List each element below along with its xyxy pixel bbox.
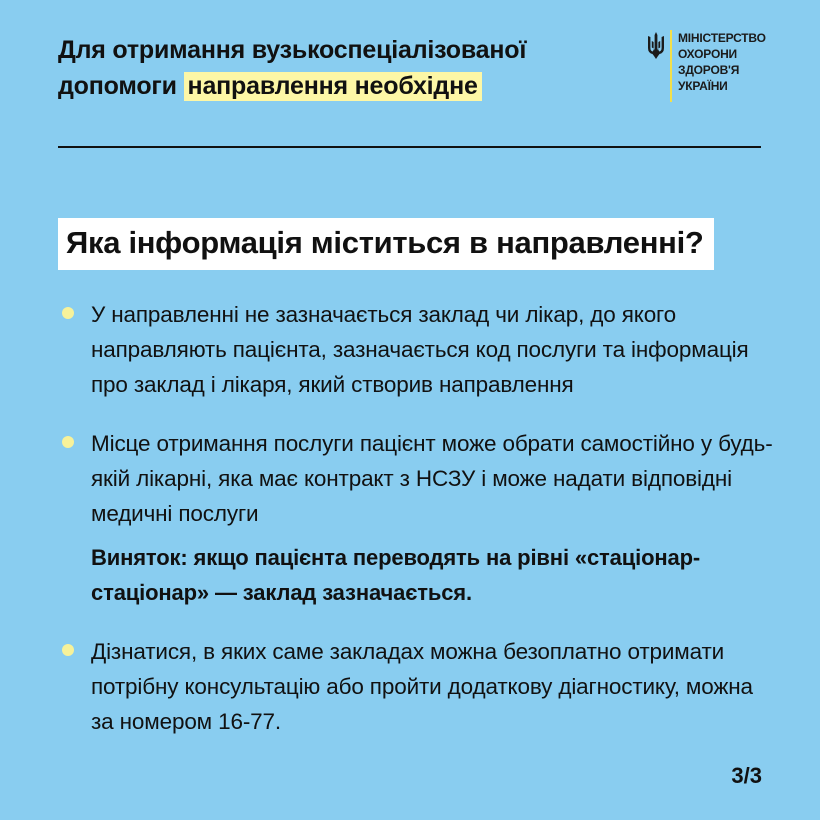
page-number: 3/3 [731, 763, 762, 788]
title-line-2 [58, 68, 618, 104]
bullet-dot-icon [62, 644, 74, 656]
info-list [58, 297, 778, 763]
trident-icon [647, 32, 665, 60]
list-item [58, 297, 778, 402]
list-item-text: У направленні не зазначається заклад чи лікар, до якого направляють пацієнта, зазначається код послуги та інформація про заклад і лікаря, який створив направлення [91, 302, 749, 397]
header-divider [58, 146, 761, 148]
title-line-1: Для отримання вузькоспеціалізованої [58, 36, 527, 64]
ministry-name-line-1: МІНІСТЕРСТВО [678, 31, 766, 45]
ministry-name-line-3: ЗДОРОВ'Я [678, 63, 740, 77]
list-item [58, 426, 778, 610]
list-item-text: Дізнатися, в яких саме закладах можна безоплатно отримати потрібну консультацію або пройти додаткову діагностику, можна за номером 16-77. [91, 639, 753, 734]
list-item [58, 634, 778, 739]
bullet-dot-icon [62, 436, 74, 448]
section-heading: Яка інформація міститься в направленні? [58, 218, 714, 270]
bullet-dot-icon [62, 307, 74, 319]
ministry-name [678, 30, 766, 94]
ministry-name-line-2: ОХОРОНИ [678, 47, 737, 61]
title-line-2-prefix: допомоги [58, 72, 184, 100]
exception-note: Виняток: якщо пацієнта переводять на рівні «стаціонар-стаціонар» — заклад зазначається. [91, 545, 701, 605]
list-item-text: Місце отримання послуги пацієнт може обрати самостійно у будь-якій лікарні, яка має контракт з НСЗУ і може надати відповідні медичні послуги [91, 431, 773, 526]
page-title [58, 32, 618, 104]
title-highlight: направлення необхідне [184, 72, 482, 101]
ministry-name-line-4: УКРАЇНИ [678, 79, 728, 93]
logo-divider [670, 30, 672, 102]
ministry-logo [647, 30, 766, 104]
